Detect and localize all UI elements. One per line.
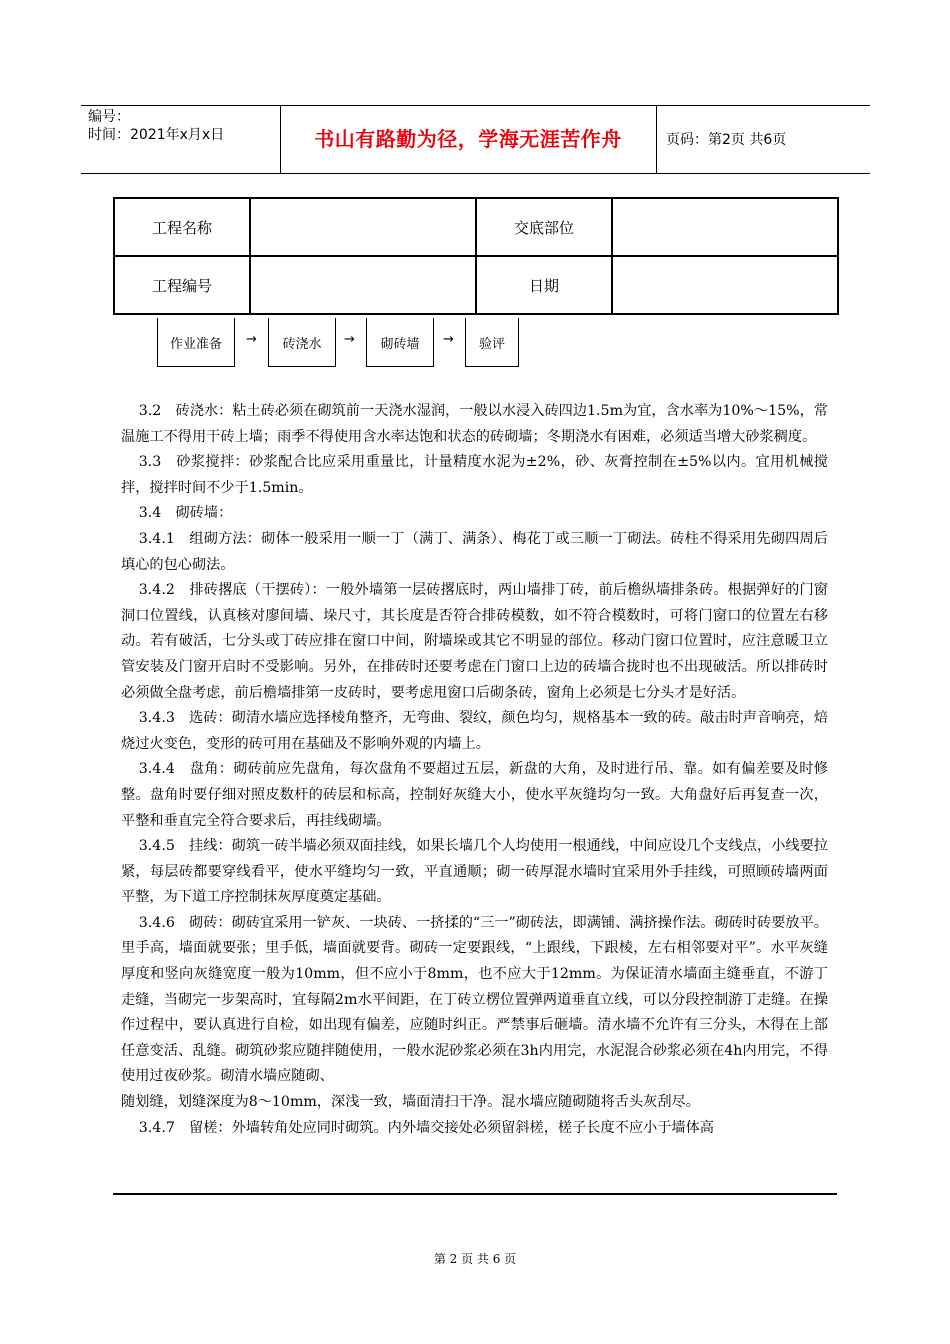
flow-step-acceptance: 验评 bbox=[465, 318, 519, 367]
paragraph-3-2: 3.2 砖浇水：粘土砖必须在砌筑前一天浇水湿润，一般以水浸入砖四边1.5m为宜，含水率为10%～15%，常温施工不得用干砖上墙；雨季不得使用含水率达饱和状态的砖砌墙；冬期浇水有困难，必须适当增大砂浆稠度。 bbox=[121, 403, 828, 445]
flow-arrow-icon: → bbox=[344, 332, 355, 347]
header-page-info: 页码：第2页 共6页 bbox=[666, 132, 787, 148]
project-info-table bbox=[113, 197, 839, 315]
date-label: 日期 bbox=[476, 256, 612, 314]
bottom-rule bbox=[113, 1193, 837, 1195]
paragraph-3-3: 3.3 砂浆搅拌：砂浆配合比应采用重量比，计量精度水泥为±2%，砂、灰膏控制在±5%以内。宜用机械搅拌，搅拌时间不少于1.5min。 bbox=[121, 454, 828, 496]
page-footer: 第 2 页 共 6 页 bbox=[433, 1252, 517, 1266]
paragraph-3-4-2: 3.4.2 排砖撂底（干摆砖）：一般外墙第一层砖撂底时，两山墙排丁砖，前后檐纵墙排条砖。根据弹好的门窗洞口位置线，认真核对廖间墙、垛尺寸，其长度是否符合排砖模数，如不符合模数时，可将门窗口的位置左右移动。若有破活，七分头或丁砖应排在窗口中间，附墙垛或其它不明显的部位。移动门窗口位置时，应注意暖卫立管安装及门窗开启时不受影响。另外，在排砖时还要考虑在门窗口上边的砖墙合拢时也不出现破活。所以排砖时必须做全盘考虑，前后檐墙排第一皮砖时，要考虑甩窗口后砌条砖，窗角上必须是七分头才是好活。 bbox=[121, 582, 828, 701]
project-name-value bbox=[250, 198, 476, 256]
handover-part-label: 交底部位 bbox=[476, 198, 612, 256]
handover-part-value bbox=[612, 198, 838, 256]
flow-arrow-icon: → bbox=[443, 332, 454, 347]
flow-arrow-icon: → bbox=[246, 332, 257, 347]
paragraph-3-4-6-continued: 随划缝，划缝深度为8～10mm，深浅一致，墙面清扫干净。混水墙应随砌随将舌头灰刮尽。 bbox=[121, 1094, 700, 1111]
flow-step-prepare: 作业准备 bbox=[157, 318, 235, 367]
table-row bbox=[114, 198, 838, 256]
project-number-value bbox=[250, 256, 476, 314]
flow-step-lay-bricks: 砌砖墙 bbox=[366, 318, 434, 367]
paragraph-3-4-3: 3.4.3 选砖：砌清水墙应选择棱角整齐，无弯曲、裂纹，颜色均匀，规格基本一致的砖。敲击时声音响亮，焙烧过火变色，变形的砖可用在基础及不影响外观的内墙上。 bbox=[121, 710, 828, 752]
paragraph-3-4-5: 3.4.5 挂线：砌筑一砖半墙必须双面挂线，如果长墙几个人均使用一根通线，中间应设几个支线点，小线要拉紧，每层砖都要穿线看平，使水平缝均匀一致，平直通顺；砌一砖厚混水墙时宜采用外手挂线，可照顾砖墙两面平整，为下道工序控制抹灰厚度奠定基础。 bbox=[121, 838, 828, 906]
project-number-label: 工程编号 bbox=[114, 256, 250, 314]
flow-step-water-bricks: 砖浇水 bbox=[268, 318, 336, 367]
header-divider-right bbox=[656, 105, 657, 173]
time-line: 时间：2021年x月x日 bbox=[88, 127, 225, 143]
paragraph-3-4-4: 3.4.4 盘角：砌砖前应先盘角，每次盘角不要超过五层，新盘的大角，及时进行吊、靠。如有偏差要及时修整。盘角时要仔细对照皮数杆的砖层和标高，控制好灰缝大小，使水平灰缝均匀一致。大角盘好后再复查一次，平整和垂直完全符合要求后，再挂线砌墙。 bbox=[121, 761, 828, 829]
paragraph-3-4-1: 3.4.1 组砌方法：砌体一般采用一顺一丁（满丁、满条）、梅花丁或三顺一丁砌法。砖柱不得采用先砌四周后填心的包心砌法。 bbox=[121, 530, 828, 573]
document-body bbox=[121, 399, 828, 1141]
header-motto: 书山有路勤为径，学海无涯苦作舟 bbox=[314, 127, 622, 151]
serial-number-label: 编号： bbox=[88, 109, 130, 125]
header-left bbox=[88, 108, 224, 144]
header-top-rule bbox=[81, 105, 870, 106]
header-bottom-rule bbox=[81, 173, 870, 174]
paragraph-3-4-6: 3.4.6 砌砖：砌砖宜采用一铲灰、一块砖、一挤揉的“三一”砌砖法，即满铺、满挤操作法。砌砖时砖要放平。里手高，墙面就要张；里手低，墙面就要背。砌砖一定要跟线，“上跟线，下跟棱，左右相邻要对平”。水平灰缝厚度和竖向灰缝宽度一般为10mm，但不应小于8mm，也不应大于12mm。为保证清水墙面主缝垂直，不游丁走缝，当砌完一步架高时，宜每隔2m水平间距，在丁砖立楞位置弹两道垂直立线，可以分段控制游丁走缝。在操作过程中，要认真进行自检，如出现有偏差，应随时纠正。严禁事后砸墙。清水墙不允许有三分头，木得在上部任意变活、乱缝。砌筑砂浆应随拌随使用，一般水泥砂浆必须在3h内用完，水泥混合砂浆必须在4h内用完，不得使用过夜砂浆。砌清水墙应随砌、 bbox=[121, 914, 828, 1085]
paragraph-3-4: 3.4 砌砖墙： bbox=[138, 505, 233, 522]
table-row bbox=[114, 256, 838, 314]
paragraph-3-4-7: 3.4.7 留槎：外墙转角处应同时砌筑。内外墙交接处必须留斜槎，槎子长度不应小于墙体高 bbox=[138, 1119, 714, 1136]
date-value bbox=[612, 256, 838, 314]
project-name-label: 工程名称 bbox=[114, 198, 250, 256]
